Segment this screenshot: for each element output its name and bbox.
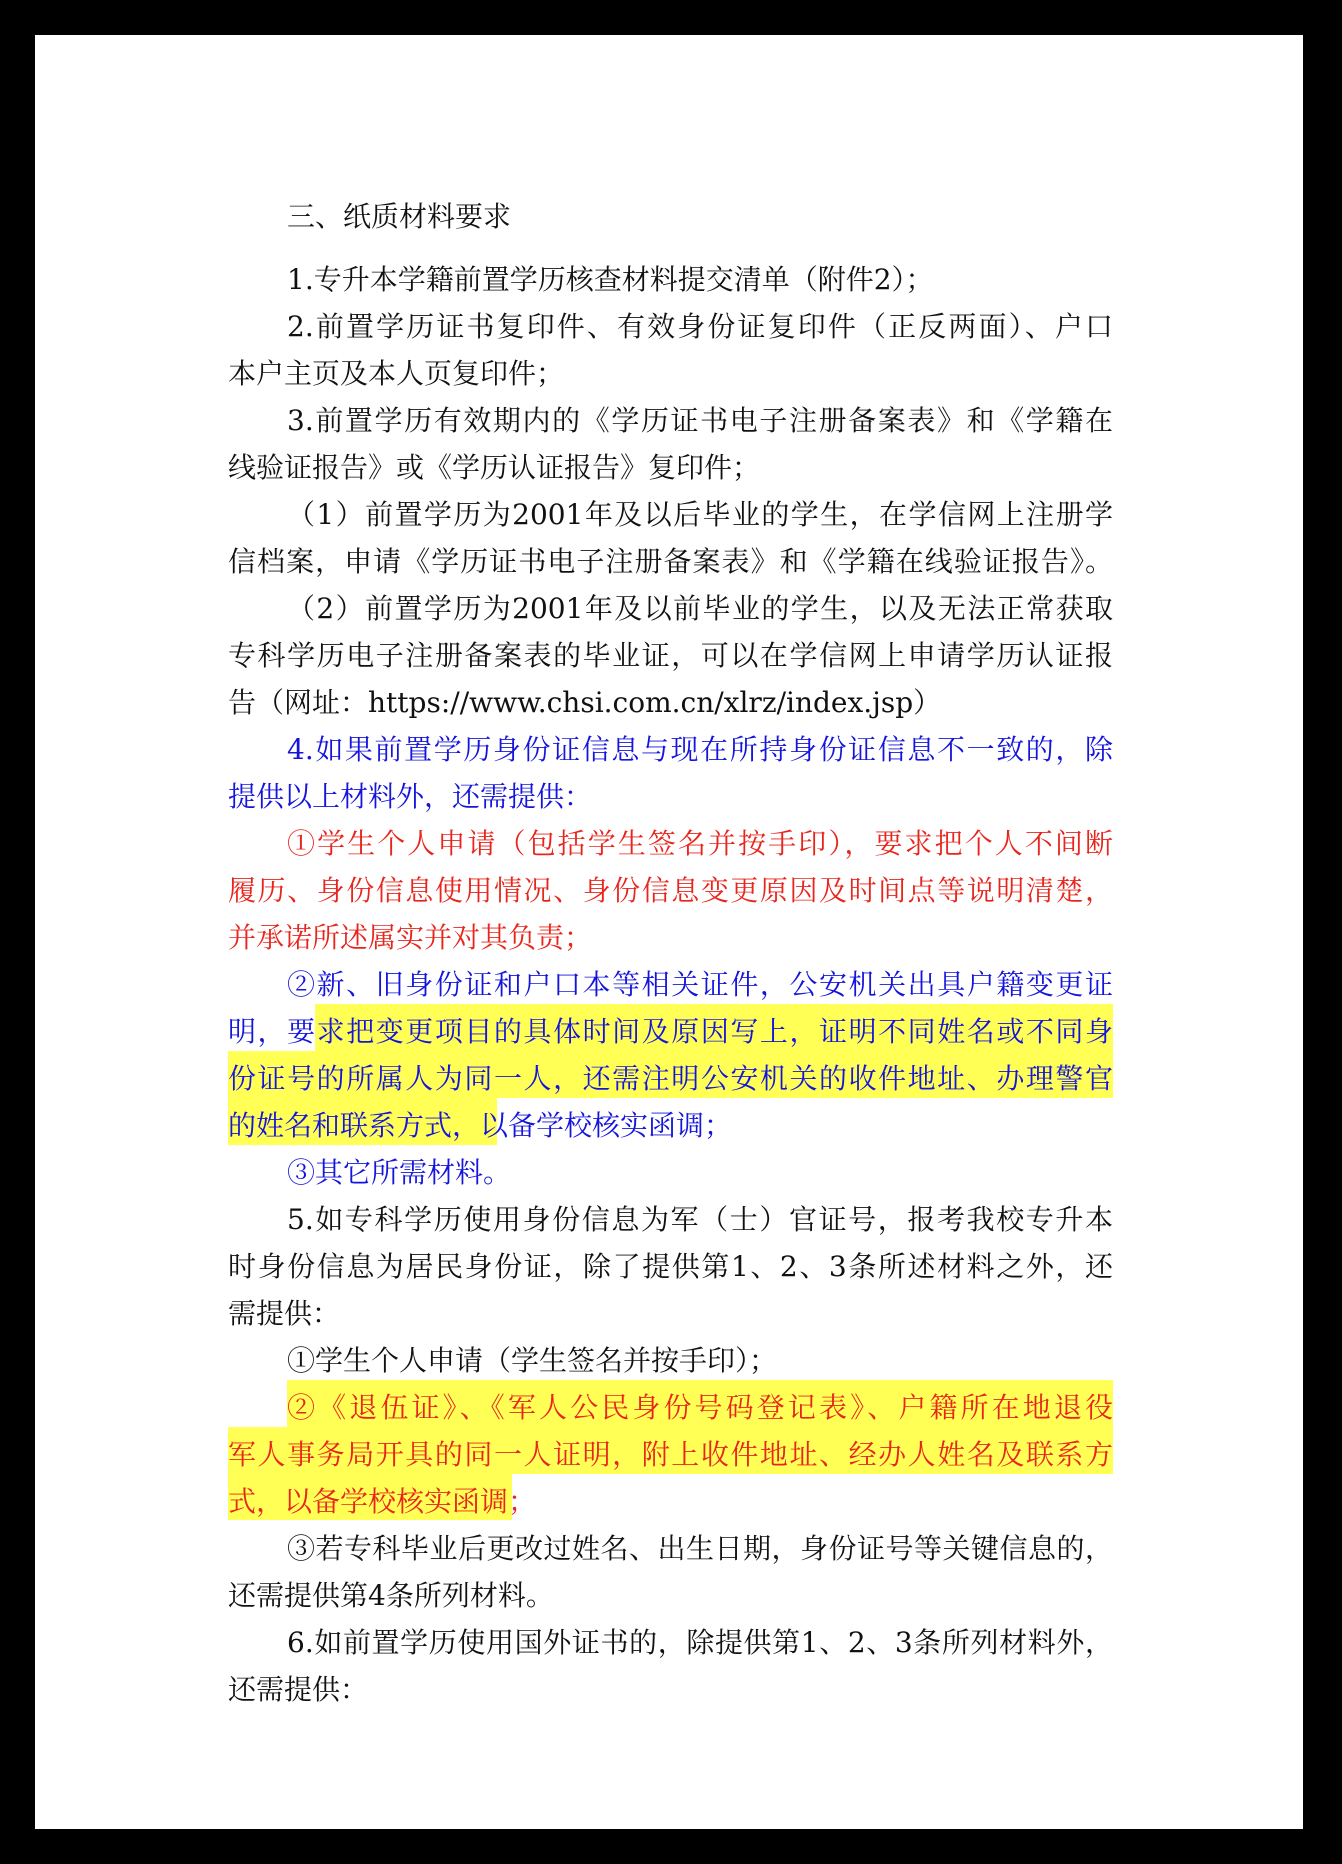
item-4-sub-2-line-2 xyxy=(228,1008,1113,1055)
item-5-sub-1: ①学生个人申请（学生签名并按手印）； xyxy=(287,1344,778,1377)
item-3-sub-1-line-2: 信档案，申请《学历证书电子注册备案表》和《学籍在线验证报告》。 xyxy=(228,545,1113,578)
item-5-sub-2-line-1: ②《退伍证》、《军人公民身份号码登记表》、户籍所在地退役 xyxy=(287,1391,1113,1424)
item-4-line-2: 提供以上材料外，还需提供： xyxy=(228,780,593,813)
plain-segment: 以备学校核实函调； xyxy=(480,1109,733,1142)
item-5-sub-3-line-2: 还需提供第4条所列材料。 xyxy=(228,1579,554,1612)
item-4-sub-1-line-1: ①学生个人申请（包括学生签名并按手印），要求把个人不间断 xyxy=(287,827,1113,860)
item-4-sub-1-line-2: 履历、身份信息使用情况、身份信息变更原因及时间点等说明清楚， xyxy=(228,874,1113,907)
item-4-sub-2-line-3: 份证号的所属人为同一人，还需注明公安机关的收件地址、办理警官 xyxy=(228,1062,1113,1095)
plain-segment: ； xyxy=(508,1485,537,1518)
item-4-sub-2-line-4 xyxy=(228,1102,1113,1149)
item-2-line-2: 本户主页及本人页复印件； xyxy=(228,357,565,390)
item-6-line-2: 还需提供： xyxy=(228,1673,369,1706)
item-3-line-1: 3.前置学历有效期内的《学历证书电子注册备案表》和《学籍在 xyxy=(287,404,1113,437)
item-3-line-2: 线验证报告》或《学历认证报告》复印件； xyxy=(228,451,761,484)
highlighted-segment: 的姓名和联系方式， xyxy=(228,1109,481,1142)
item-4-sub-1-line-3: 并承诺所述属实并对其负责； xyxy=(228,921,593,954)
item-1-line-1: 1.专升本学籍前置学历核查材料提交清单（附件2）； xyxy=(287,263,934,296)
plain-segment: 明， xyxy=(228,1015,288,1048)
highlighted-segment: 式，以备学校核实函调 xyxy=(228,1485,509,1518)
item-3-sub-2-line-2: 专科学历电子注册备案表的毕业证，可以在学信网上申请学历认证报 xyxy=(228,639,1113,672)
highlighted-segment: 要求把变更项目的具体时间及原因写上，证明不同姓名或不同身 xyxy=(287,1015,1113,1048)
item-5-line-3: 需提供： xyxy=(228,1297,341,1330)
item-5-line-2: 时身份信息为居民身份证，除了提供第1、2、3条所述材料之外，还 xyxy=(228,1250,1113,1283)
section-title: 三、纸质材料要求 xyxy=(287,200,512,233)
item-6-line-1: 6.如前置学历使用国外证书的，除提供第1、2、3条所列材料外， xyxy=(287,1626,1113,1659)
item-5-sub-3-line-1: ③若专科毕业后更改过姓名、出生日期，身份证号等关键信息的， xyxy=(287,1532,1113,1565)
item-4-line-1: 4.如果前置学历身份证信息与现在所持身份证信息不一致的，除 xyxy=(287,733,1113,766)
document-page xyxy=(35,35,1303,1829)
item-3-sub-1-line-1: （1）前置学历为2001年及以后毕业的学生，在学信网上注册学 xyxy=(287,498,1113,531)
chsi-url-line: 告（网址：https://www.chsi.com.cn/xlrz/index.jsp） xyxy=(228,686,942,719)
item-5-sub-2-line-2: 军人事务局开具的同一人证明，附上收件地址、经办人姓名及联系方 xyxy=(228,1438,1113,1471)
item-4-sub-3: ③其它所需材料。 xyxy=(287,1156,512,1189)
item-5-sub-2-line-3 xyxy=(228,1478,1113,1525)
item-5-line-1: 5.如专科学历使用身份信息为军（士）官证号，报考我校专升本 xyxy=(287,1203,1113,1236)
item-3-sub-2-line-1: （2）前置学历为2001年及以前毕业的学生，以及无法正常获取 xyxy=(287,592,1113,625)
item-4-sub-2-line-1: ②新、旧身份证和户口本等相关证件，公安机关出具户籍变更证 xyxy=(287,968,1113,1001)
item-2-line-1: 2.前置学历证书复印件、有效身份证复印件（正反两面）、户口 xyxy=(287,310,1113,343)
